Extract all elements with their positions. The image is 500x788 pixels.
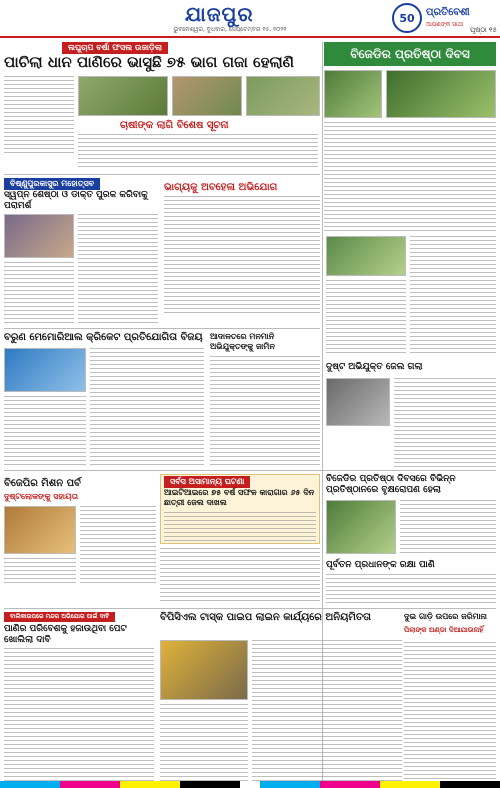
right-text-1 bbox=[410, 236, 496, 356]
lead-photo-3 bbox=[246, 76, 320, 116]
anniversary-emblem-icon: 50 bbox=[392, 3, 422, 33]
story2-photo bbox=[4, 214, 74, 258]
story12-headline: ବିପିସିଏଲ ଟାସ୍କ ପାଇପ ଲାଇନ କାର୍ଯ୍ୟରେ ଅନିୟମିତତା bbox=[160, 612, 371, 623]
story4-text2 bbox=[4, 396, 86, 466]
story4-text bbox=[90, 348, 204, 466]
story11-kicker: ବାଲିକାଉପରେ ମନ୍ଦର ଅଭିଯୋଗ ପାଇଁ ଦାବି bbox=[4, 612, 115, 622]
registration-strip bbox=[0, 781, 500, 788]
story13-headline: ଦୁଇ ଗାଡ଼ି ଉପରେ ଜରିମାନା bbox=[404, 612, 487, 621]
story5-text bbox=[210, 356, 320, 466]
story2-headline: ସ୍ୱପ୍ନ ଶେଷ୍ଠା ଓ ଡାକ୍ତ ପୁରକ କରିବାକୁ ପରାମର୍ଶ bbox=[4, 190, 148, 211]
story9-side: ଦୁଷ୍ଟଲୋକଙ୍କୁ ସହାୟତା bbox=[4, 492, 78, 501]
lead-text-body bbox=[78, 134, 318, 170]
story10-headline: ପୂର୍ବତନ ପ୍ରଧାନଙ୍କ ରକ୍ଷା ପାଣି bbox=[326, 560, 435, 570]
divider bbox=[4, 328, 320, 329]
story9-text bbox=[80, 506, 156, 586]
story3-headline: ଭାଗ୍ୟକୁ ଅବହେଳା ଅଭିଯୋଗ bbox=[164, 182, 278, 193]
story3-text bbox=[164, 196, 320, 314]
lead-subhead: ଚାଷୀଙ୍କ ଲାଗି ବିଶେଷ ସୂଚନା bbox=[120, 120, 229, 131]
story2-text bbox=[78, 214, 158, 324]
story12-text bbox=[252, 640, 402, 782]
story13-text bbox=[404, 642, 496, 782]
story6-text bbox=[164, 512, 316, 542]
story6-text2 bbox=[160, 548, 320, 604]
divider bbox=[4, 470, 496, 471]
story7-headline: ଦୁଷ୍ଟ ଅଭିଯୁକ୍ତ ଜେଲ ଗଲା bbox=[326, 362, 423, 372]
story6-kicker: ସର୍ବସ ଅସାମାନ୍ୟ ଘଟଣା bbox=[164, 476, 250, 488]
story7-photo bbox=[326, 378, 390, 426]
story10-text bbox=[326, 574, 496, 604]
story6-headline: ଆଇଟିଆଇରେ ୭୫ ବର୍ଷ ସଫଳ କାରାଗାର ୬୫ ଦିନ ଛାତ୍ରୀ ଜେଲ ଦାଖଲ bbox=[164, 488, 315, 507]
page-number: ପୃଷ୍ଠା ୧୫ bbox=[470, 26, 497, 34]
story5-headline: ଆଦାଳତରେ ମନମାନି ଅଭିଯୁକ୍ତଙ୍କୁ ଜାମିନ bbox=[210, 332, 275, 351]
bjd-text bbox=[324, 122, 496, 232]
story11-headline: ପାଣିର ପରିବେଶକୁ ହଜାଉଥିବା ପେଟ ଖୋଲିଲା ଦାବି bbox=[4, 624, 127, 645]
story4-photo bbox=[4, 348, 86, 392]
story12-text2 bbox=[160, 704, 248, 782]
lead-photo-2 bbox=[172, 76, 242, 116]
dateline: ଭୁବନେଶ୍ୱର, ବୁଧବାର, ସେପ୍ଟେମ୍ବର ୧୫, ୨୦୨୧ bbox=[173, 26, 287, 33]
lead-kicker: ଲଘୁଚାପ ବର୍ଷା ଫସଲ ଉଜାଡ଼ିଲା bbox=[62, 42, 168, 54]
lead-text-col1 bbox=[4, 76, 74, 156]
right-text-2 bbox=[326, 280, 406, 356]
divider bbox=[4, 174, 320, 175]
bjd-photo-1 bbox=[324, 70, 382, 118]
logo-name: ପ୍ରତିବେଶୀ bbox=[426, 7, 470, 18]
story8-text bbox=[400, 500, 496, 554]
story8-headline: ବିଜେଡିର ପ୍ରତିଷ୍ଠା ଦିବସରେ ବିଭିନ୍ନ ପ୍ରତିଷ୍ଠାନରେ ବୃକ୍ଷରୋପଣ ହେଲା bbox=[326, 474, 456, 495]
story13-side: ପିଲାଙ୍କ ଅଣ୍ଡା ଦିଆଯାଉନାହିଁ bbox=[404, 626, 484, 634]
right-photo-1 bbox=[326, 236, 406, 276]
story2-text2 bbox=[4, 262, 74, 324]
story9-headline: ବିଜେପିର ମିଶନ ପର୍ବ bbox=[4, 478, 81, 489]
bjd-headline: ବିଜେଡିର ପ୍ରତିଷ୍ଠା ଦିବସ bbox=[324, 42, 496, 66]
story11-text bbox=[4, 648, 154, 782]
story8-photo bbox=[326, 500, 396, 554]
story12-photo bbox=[160, 640, 248, 700]
lead-photo-1 bbox=[78, 76, 168, 116]
logo-sub: ଆପଣଙ୍କ ସାଥୀ bbox=[426, 21, 464, 28]
story2-kicker: ବିଷ୍ଣୁପୁରକାସୁର ମହୋତ୍ସବ bbox=[4, 178, 100, 190]
lead-headline: ପାଚିଲା ଧାନ ପାଣିରେ ଭାସୁଛି ୭୫ ଭାଗ ଗଜା ହେଲାଣି bbox=[4, 53, 294, 71]
story9-photo bbox=[4, 506, 76, 554]
page-header bbox=[0, 0, 500, 38]
story4-headline: ବରୁଣ ମେମୋରିଆଲ କ୍ରିକେଟ ପ୍ରତିଯୋଗିତା ବିଜୟ bbox=[4, 332, 203, 343]
masthead-title: ଯାଜପୁର bbox=[185, 2, 254, 26]
story9-text2 bbox=[4, 558, 76, 586]
divider bbox=[4, 608, 496, 609]
story7-text bbox=[394, 378, 496, 468]
bjd-photo-2 bbox=[386, 70, 496, 118]
